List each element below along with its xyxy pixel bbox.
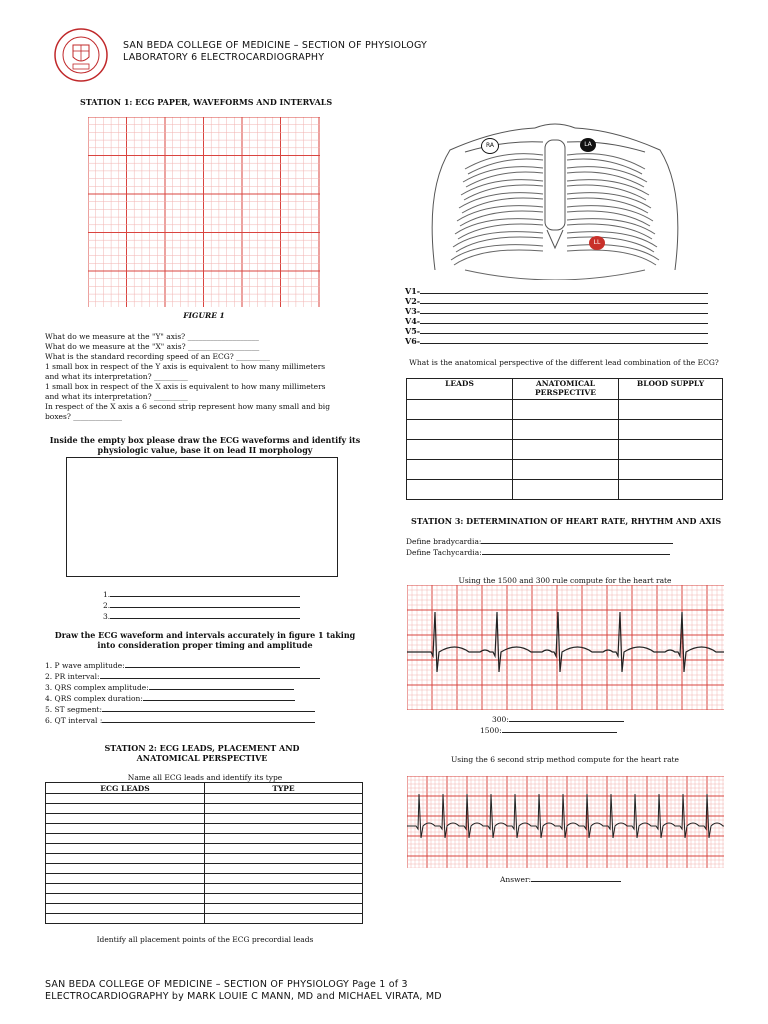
table-cell[interactable] [205,904,363,914]
placement-text: Identify all placement points of the ECG precordial leads [96,935,314,944]
rate-answers [470,714,624,736]
interval-item[interactable]: 1. P wave amplitude: [45,660,320,671]
draw-instruction: Inside the empty box please draw the ECG waveforms and identify its physiologic value, base it on lead II morphology [49,435,361,455]
table-row [46,824,363,834]
table-cell[interactable] [513,400,619,420]
table-cell[interactable] [46,804,205,814]
table-cell[interactable] [407,460,513,480]
table-cell[interactable] [205,864,363,874]
table-cell[interactable] [513,420,619,440]
chest-diagram [405,110,705,280]
table-cell[interactable] [46,904,205,914]
station2-title: STATION 2: ECG LEADS, PLACEMENT AND ANATOMICAL PERSPECTIVE [104,743,300,763]
precordial-item[interactable]: V1- [405,286,708,296]
table-cell[interactable] [46,874,205,884]
question: boxes? _____________ [45,412,122,421]
question: 1 small box in respect of the Y axis is equivalent to how many millimeters [45,362,326,371]
table-header: BLOOD SUPPLY [619,379,723,400]
perspective-question: What is the anatomical perspective of the different lead combination of the ECG? [409,358,719,367]
precordial-item[interactable]: V5- [405,326,708,336]
ecg-leads-table [45,782,363,924]
table-row [407,460,723,480]
table-row [407,400,723,420]
table-cell[interactable] [513,460,619,480]
table-cell[interactable] [407,400,513,420]
table-row [46,904,363,914]
table-row [46,814,363,824]
definition-brady[interactable]: Define bradycardia: [406,536,673,547]
table-cell[interactable] [205,794,363,804]
table-row [46,914,363,924]
table-header: LEADS [407,379,513,400]
table-row [407,480,723,500]
table-row [46,864,363,874]
interval-item[interactable]: 4. QRS complex duration: [45,693,320,704]
table-cell[interactable] [46,824,205,834]
ll-electrode-icon: LL [589,236,605,250]
table-cell[interactable] [407,480,513,500]
station2-subtitle: Name all ECG leads and identify its type [127,773,283,782]
question: and what its interpretation? _________ [45,372,188,381]
table-cell[interactable] [46,864,205,874]
precordial-item[interactable]: V2- [405,296,708,306]
figure1-caption: FIGURE 1 [183,311,225,320]
ra-electrode-icon: RA [481,138,499,154]
ecg-strip-1 [407,585,724,710]
table-row [46,844,363,854]
table-cell[interactable] [513,440,619,460]
table-cell[interactable] [407,420,513,440]
table-cell[interactable] [46,914,205,924]
table-row [46,834,363,844]
table-cell[interactable] [46,884,205,894]
six-second-text: Using the 6 second strip method compute for the heart rate [450,755,679,764]
table-row [46,804,363,814]
numbered-line[interactable]: 2. [103,600,300,611]
question: What is the standard recording speed of an ECG? _________ [45,352,270,361]
interval-instruction: Draw the ECG waveform and intervals accurately in figure 1 taking into consideration proper timing and amplitude [54,630,356,650]
precordial-item[interactable]: V3- [405,306,708,316]
table-row [46,884,363,894]
station1-questions [45,332,365,422]
perspective-table [406,378,723,500]
numbered-line[interactable]: 3. [103,611,300,622]
table-cell[interactable] [205,834,363,844]
numbered-lines [103,589,300,622]
table-cell[interactable] [205,814,363,824]
table-row [46,794,363,804]
question: What do we measure at the "Y" axis? ___________________ [45,332,259,341]
answer-six-second[interactable]: Answer: [500,874,621,885]
table-cell[interactable] [205,824,363,834]
table-row [407,420,723,440]
table-cell[interactable] [619,480,723,500]
table-row [407,440,723,460]
table-cell[interactable] [46,894,205,904]
interval-item[interactable]: 2. PR interval: [45,671,320,682]
question: In respect of the X axis a 6 second strip represent how many small and big [45,402,330,411]
waveform-draw-box[interactable] [66,457,338,577]
table-cell[interactable] [46,794,205,804]
rule-text: Using the 1500 and 300 rule compute for the heart rate [458,576,672,585]
table-cell[interactable] [205,874,363,884]
answer-300[interactable]: 300: [470,714,624,725]
figure1-ecg-grid[interactable] [88,117,320,307]
table-cell[interactable] [513,480,619,500]
table-cell[interactable] [205,844,363,854]
table-cell[interactable] [46,854,205,864]
table-cell[interactable] [46,814,205,824]
table-cell[interactable] [619,400,723,420]
table-cell[interactable] [46,834,205,844]
table-cell[interactable] [205,914,363,924]
table-header: TYPE [205,783,363,794]
definitions [406,536,673,558]
question: What do we measure at the "X" axis? ___________________ [45,342,260,351]
table-cell[interactable] [205,854,363,864]
footer-line1: SAN BEDA COLLEGE OF MEDICINE – SECTION OF PHYSIOLOGY Page 1 of 3 [45,979,408,990]
table-row [46,854,363,864]
table-cell[interactable] [619,460,723,480]
interval-item[interactable]: 5. ST segment: [45,704,320,715]
la-electrode-icon: LA [580,138,596,152]
interval-item[interactable]: 3. QRS complex amplitude: [45,682,320,693]
table-header: ECG LEADS [46,783,205,794]
numbered-line[interactable]: 1. [103,589,300,600]
table-cell[interactable] [46,844,205,854]
precordial-list [405,286,708,346]
ecg-trace [407,612,724,672]
table-row [46,874,363,884]
table-cell[interactable] [205,884,363,894]
table-row [46,894,363,904]
header-line2: LABORATORY 6 ELECTROCARDIOGRAPHY [123,52,325,63]
station1-title: STATION 1: ECG PAPER, WAVEFORMS AND INTERVALS [80,97,333,107]
question: 1 small box in respect of the X axis is equivalent to how many millimeters [45,382,326,391]
precordial-item[interactable]: V4- [405,316,708,326]
footer-line2: ELECTROCARDIOGRAPHY by MARK LOUIE C MANN, MD and MICHAEL VIRATA, MD [45,991,442,1002]
interval-item[interactable]: 6. QT interval : [45,715,320,726]
interval-list [45,660,320,726]
station3-title: STATION 3: DETERMINATION OF HEART RATE, RHYTHM AND AXIS [411,516,722,526]
table-cell[interactable] [619,420,723,440]
college-seal [53,27,109,83]
definition-tachy[interactable]: Define Tachycardia: [406,547,673,558]
table-cell[interactable] [407,440,513,460]
table-cell[interactable] [619,440,723,460]
answer-1500[interactable]: 1500: [470,725,624,736]
header-line1: SAN BEDA COLLEGE OF MEDICINE – SECTION OF PHYSIOLOGY [123,40,428,51]
table-cell[interactable] [205,894,363,904]
table-header: ANATOMICAL PERSPECTIVE [513,379,619,400]
question: and what its interpretation? _________ [45,392,188,401]
precordial-item[interactable]: V6- [405,336,708,346]
ecg-strip-2 [407,776,724,868]
table-cell[interactable] [205,804,363,814]
